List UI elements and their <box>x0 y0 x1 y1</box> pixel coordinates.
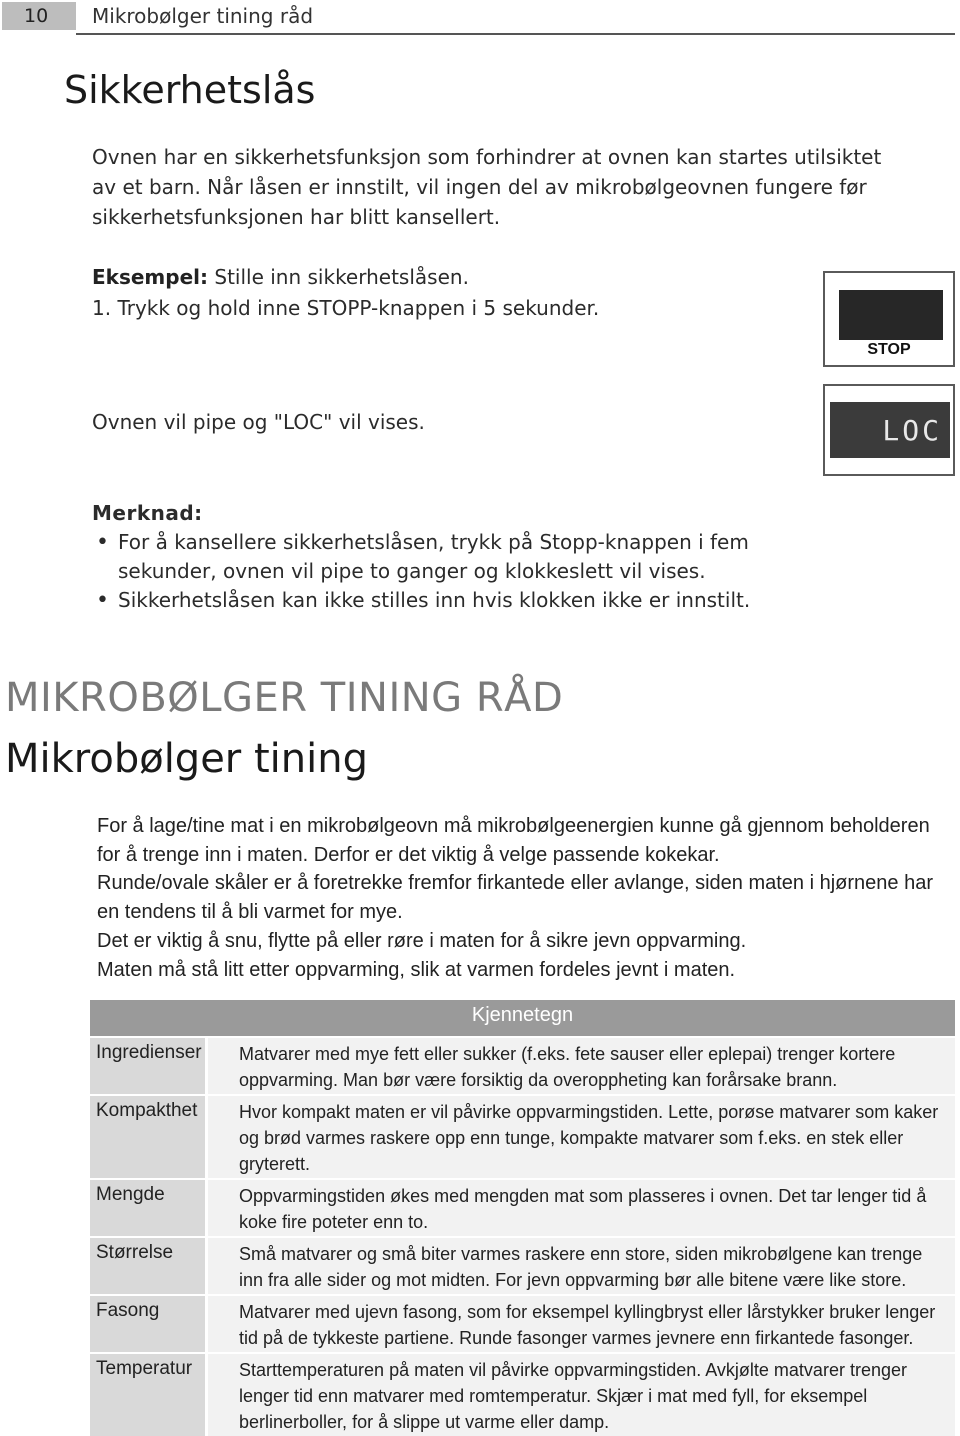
step-1: 1. Trykk og hold inne STOPP-knappen i 5 sekunder. <box>92 296 600 320</box>
body-paragraph: For å lage/tine mat i en mikrobølgeovn må mikrobølgeenergien kunne gå gjennom beholderen for å trenge inn i maten. Derfor er det viktig å velge passende kokekar. <box>97 815 930 866</box>
row-label: Størrelse <box>90 1238 205 1294</box>
body-paragraph: Det er viktig å snu, flytte på eller røre i maten for å sikre jevn oppvarming. <box>97 929 747 952</box>
table-row <box>90 1178 955 1236</box>
table-row <box>90 1036 955 1094</box>
chapter-title: MIKROBØLGER TINING RÅD <box>5 675 564 721</box>
characteristics-table <box>90 1000 955 1436</box>
row-label: Mengde <box>90 1180 205 1236</box>
stop-button-illustration <box>823 271 955 367</box>
note-item: • For å kansellere sikkerhetslåsen, trykk på Stopp-knappen i fem sekunder, ovnen vil pipe to ganger og klokkeslett vil vises. <box>92 528 852 586</box>
defrost-body <box>97 812 947 984</box>
table-row <box>90 1094 955 1178</box>
table-row <box>90 1294 955 1352</box>
row-text: Matvarer med mye fett eller sukker (f.eks. fete sauser eller eplepai) trenger kortere oppvarming. Man bør være forsiktig da overoppheting kan forårsake brann. <box>208 1038 955 1094</box>
table-row <box>90 1236 955 1294</box>
note-item: • Sikkerhetslåsen kan ikke stilles inn hvis klokken ikke er innstilt. <box>92 586 852 615</box>
intro-paragraph: Ovnen har en sikkerhetsfunksjon som forhindrer at ovnen kan startes utilsiktet av et barn. Når låsen er innstilt, vil ingen del av mikrobølgeovnen fungere før sikkerhetsfunksjonen har blitt kansellert. <box>92 145 882 229</box>
page-number: 10 <box>2 2 76 30</box>
page-header <box>0 0 960 36</box>
result-text: Ovnen vil pipe og "LOC" vil vises. <box>92 410 425 434</box>
row-label: Ingredienser <box>90 1038 205 1094</box>
running-title: Mikrobølger tining råd <box>92 4 314 28</box>
loc-display-illustration <box>823 384 955 476</box>
row-text: Starttemperaturen på maten vil påvirke oppvarmingstiden. Avkjølte matvarer trenger lenger tid enn matvarer med romtemperatur. Skjær i mat med fyll, for eksempel berlinerboller, for å slippe ut varme eller damp. <box>208 1354 955 1436</box>
example-line <box>92 262 469 292</box>
example-label: Eksempel: <box>92 265 209 289</box>
stop-label: STOP <box>867 341 911 358</box>
row-label: Kompakthet <box>90 1096 205 1178</box>
display-screen <box>839 290 943 340</box>
note-list <box>92 528 852 615</box>
note-title: Merknad: <box>92 501 203 525</box>
row-text: Hvor kompakt maten er vil påvirke oppvarmingstiden. Lette, porøse matvarer som kaker og brød varmes raskere opp enn tunge, kompakte matvarer som f.eks. en stek eller gryterett. <box>208 1096 955 1178</box>
section-title-safety-lock: Sikkerhetslås <box>64 68 316 112</box>
table-row <box>90 1352 955 1436</box>
body-paragraph: Maten må stå litt etter oppvarming, slik at varmen fordeles jevnt i maten. <box>97 958 736 981</box>
section-title-defrosting: Mikrobølger tining <box>5 736 368 782</box>
row-label: Temperatur <box>90 1354 205 1436</box>
row-label: Fasong <box>90 1296 205 1352</box>
display-screen <box>830 402 950 458</box>
loc-display-text: LOC <box>882 414 942 447</box>
table-header <box>90 1000 955 1036</box>
table-header-label: Kjennetegn <box>471 1004 574 1026</box>
header-divider <box>76 33 955 35</box>
row-text: Oppvarmingstiden økes med mengden mat som plasseres i ovnen. Det tar lenger tid å koke fire poteter enn to. <box>208 1180 955 1236</box>
row-text: Matvarer med ujevn fasong, som for eksempel kyllingbryst eller lårstykker bruker lenger tid på de tykkeste partiene. Runde fasonger varmes jevnere enn firkantede fasonger. <box>208 1296 955 1352</box>
row-text: Små matvarer og små biter varmes raskere enn store, siden mikrobølgene kan trenge inn fra alle sider og mot midten. For jevn oppvarming bør alle bitene være like store. <box>208 1238 955 1294</box>
example-text: Stille inn sikkerhetslåsen. <box>208 265 469 289</box>
body-paragraph: Runde/ovale skåler er å foretrekke fremfor firkantede eller avlange, siden maten i hjørnene har en tendens til å bli varmet for mye. <box>97 872 933 924</box>
